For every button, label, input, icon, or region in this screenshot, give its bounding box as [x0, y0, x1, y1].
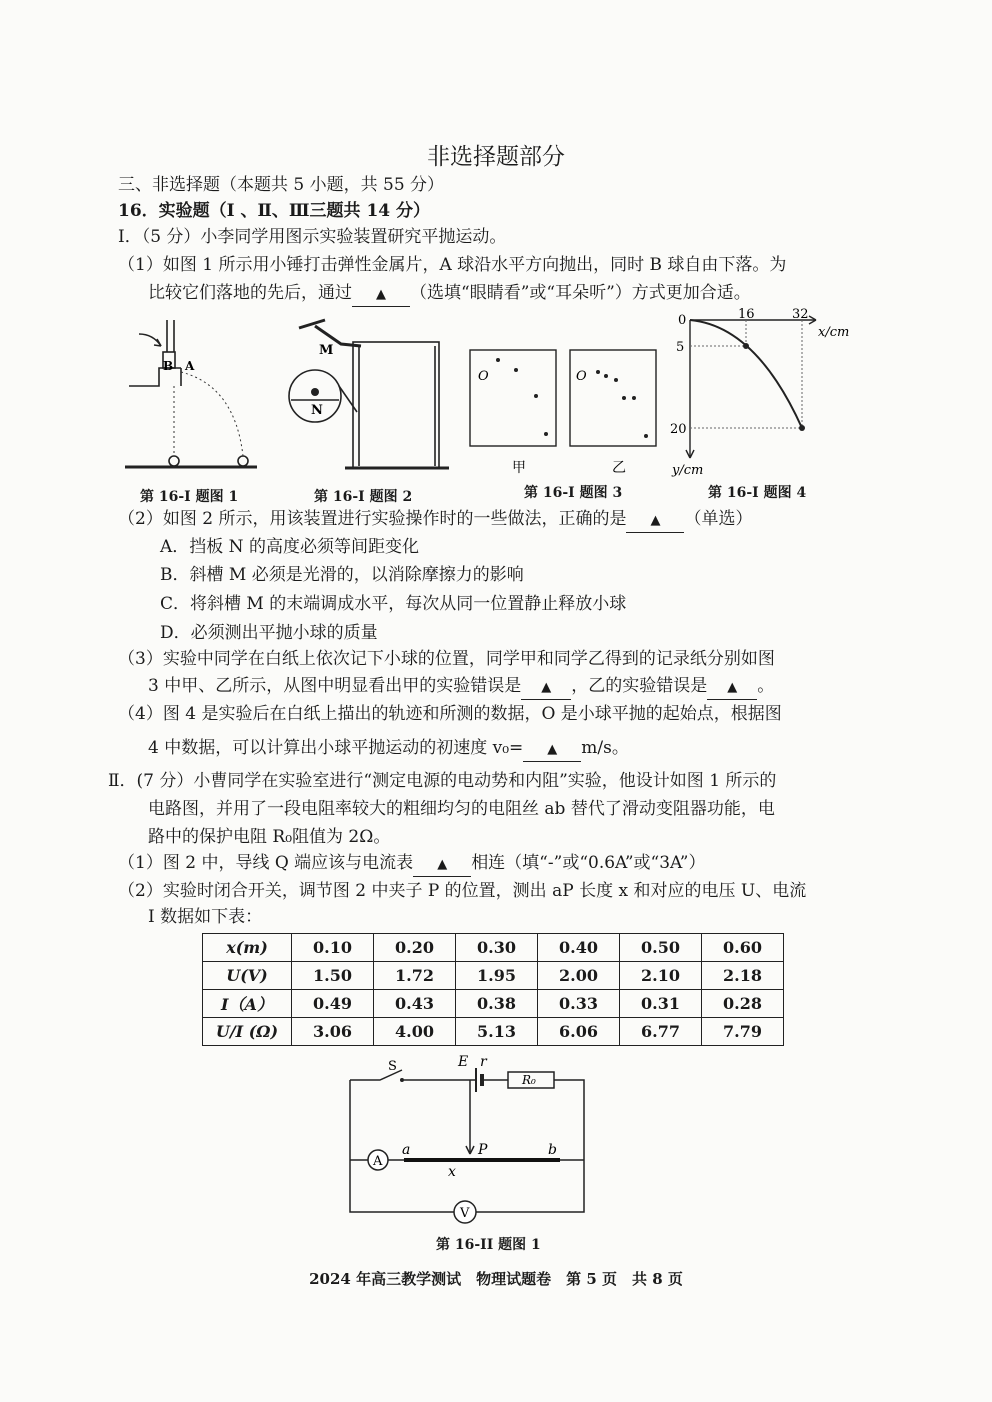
table-cell: 1.95 — [456, 962, 538, 990]
q16-heading: 16．实验题（Ⅰ 、Ⅱ、Ⅲ三题共 14 分） — [118, 201, 431, 221]
table-row — [203, 934, 784, 962]
fig2-label-n: N — [311, 403, 323, 418]
partI-q2: （2）如图 2 所示，用该装置进行实验操作时的一些做法，正确的是 ▲ （单选） — [118, 508, 752, 533]
table-cell: 0.50 — [620, 934, 702, 962]
ammeter-label: A — [373, 1154, 383, 1169]
partII-q2-line2: I 数据如下表： — [148, 907, 263, 927]
circuit-caption: 第 16-II 题图 1 — [436, 1237, 541, 1253]
fig2-caption: 第 16-I 题图 2 — [314, 489, 413, 505]
table-cell: 0.31 — [620, 990, 702, 1018]
option-d: D．必须测出平抛小球的质量 — [160, 623, 378, 643]
answer-blank-II-q1[interactable]: ▲ — [413, 852, 471, 877]
table-row — [203, 990, 784, 1018]
partII-q2-line1: （2）实验时闭合开关，调节图 2 中夹子 P 的位置，测出 aP 长度 x 和对应的电压 U、电流 — [118, 881, 807, 901]
partII-intro-line3: 路中的保护电阻 R₀阻值为 2Ω。 — [148, 827, 391, 847]
option-c: C．将斜槽 M 的末端调成水平，每次从同一位置静止释放小球 — [160, 594, 627, 614]
circuit-diagram — [340, 1052, 590, 1232]
table-cell: 1.72 — [374, 962, 456, 990]
answer-blank-q1[interactable]: ▲ — [352, 282, 410, 307]
figure-16-I-3 — [466, 346, 666, 478]
table-cell: 2.18 — [702, 962, 784, 990]
table-cell: 4.00 — [374, 1018, 456, 1046]
part3-heading: 三、非选择题（本题共 5 小题，共 55 分） — [118, 175, 445, 195]
partII-intro-line1: Ⅱ．(7 分）小曹同学在实验室进行“测定电源的电动势和内阻”实验，他设计如图 1 所示的 — [108, 771, 777, 791]
fig3-origin-yi: O — [576, 369, 587, 384]
answer-blank-q2[interactable]: ▲ — [626, 508, 684, 533]
fig3-origin-jia: O — [478, 369, 489, 384]
partI-q3-line2: 3 中甲、乙所示，从图中明显看出甲的实验错误是 ▲ ，乙的实验错误是 ▲ 。 — [148, 675, 774, 700]
fig4-x-tick-16: 16 — [738, 308, 755, 322]
table-cell: 0.49 — [292, 990, 374, 1018]
point-p-label: P — [478, 1142, 488, 1158]
partI-q4-line2: 4 中数据，可以计算出小球平抛运动的初速度 v₀= ▲ m/s。 — [148, 737, 629, 762]
answer-blank-q3-yi[interactable]: ▲ — [707, 675, 757, 700]
fig4-caption: 第 16-I 题图 4 — [708, 485, 807, 501]
table-cell: 0.38 — [456, 990, 538, 1018]
partI-intro: Ⅰ．（5 分）小李同学用图示实验装置研究平抛运动。 — [118, 227, 507, 247]
partII-q1: （1）图 2 中，导线 Q 端应该与电流表 ▲ 相连（填“-”或“0.6A”或“3A”） — [118, 852, 706, 877]
table-cell: x(m) — [203, 934, 292, 962]
table-row — [203, 962, 784, 990]
fig2-label-m: M — [319, 343, 334, 358]
table-cell: U/I (Ω) — [203, 1018, 292, 1046]
figure-16-I-2 — [285, 316, 460, 484]
table-cell: I（A） — [203, 990, 292, 1018]
fig3-label-yi: 乙 — [612, 460, 626, 476]
fig1-label-a: A — [185, 359, 195, 373]
partI-q3-line1: （3）实验中同学在白纸上依次记下小球的位置，同学甲和同学乙得到的记录纸分别如图 — [118, 649, 775, 669]
fig4-x-label: x/cm — [818, 325, 850, 340]
table-row — [203, 1018, 784, 1046]
table-cell: 5.13 — [456, 1018, 538, 1046]
record-sheet-yi — [570, 350, 656, 446]
page-footer: 2024 年高三教学测试 物理试题卷 第 5 页 共 8 页 — [309, 1270, 683, 1288]
partII-intro-line2: 电路图，并用了一段电阻率较大的粗细均匀的电阻丝 ab 替代了滑动变阻器功能，电 — [148, 799, 775, 819]
table-cell: 6.77 — [620, 1018, 702, 1046]
option-b: B．斜槽 M 必须是光滑的，以消除摩擦力的影响 — [160, 565, 524, 585]
table-cell: 0.10 — [292, 934, 374, 962]
partI-q4-line1: （4）图 4 是实验后在白纸上描出的轨迹和所测的数据，O 是小球平抛的起始点，根据图 — [118, 704, 782, 724]
table-cell: 1.50 — [292, 962, 374, 990]
table-cell: 0.20 — [374, 934, 456, 962]
point-b-label: b — [548, 1142, 557, 1158]
table-cell: 0.40 — [538, 934, 620, 962]
table-cell: U(V) — [203, 962, 292, 990]
fig3-label-jia: 甲 — [512, 460, 526, 476]
answer-blank-q3-jia[interactable]: ▲ — [521, 675, 571, 700]
fig4-x-tick-32: 32 — [792, 308, 809, 322]
table-cell: 0.30 — [456, 934, 538, 962]
r0-label: R₀ — [522, 1073, 536, 1087]
table-cell: 7.79 — [702, 1018, 784, 1046]
table-cell: 0.28 — [702, 990, 784, 1018]
q1-text-b: （选填“眼睛看”或“耳朵听”）方式更加合适。 — [410, 283, 751, 303]
emf-label: E — [458, 1054, 469, 1070]
internal-r-label: r — [480, 1054, 487, 1070]
measurement-table — [202, 933, 784, 1046]
table-cell: 0.33 — [538, 990, 620, 1018]
fig1-label-b: B — [163, 359, 174, 373]
fig4-y-tick-5: 5 — [676, 340, 685, 355]
length-x-label: x — [448, 1164, 456, 1180]
fig3-caption: 第 16-I 题图 3 — [524, 485, 623, 501]
fig4-y-label: y/cm — [672, 463, 704, 478]
fig1-caption: 第 16-I 题图 1 — [140, 489, 239, 505]
answer-blank-q4[interactable]: ▲ — [523, 737, 581, 762]
table-cell: 3.06 — [292, 1018, 374, 1046]
section-title: 非选择题部分 — [427, 144, 565, 170]
figure-16-I-1 — [125, 316, 265, 484]
table-cell: 6.06 — [538, 1018, 620, 1046]
record-sheet-jia — [470, 350, 556, 446]
fig4-y-tick-20: 20 — [670, 422, 687, 437]
table-cell: 0.43 — [374, 990, 456, 1018]
table-cell: 2.10 — [620, 962, 702, 990]
table-cell: 0.60 — [702, 934, 784, 962]
point-a-label: a — [402, 1142, 411, 1158]
voltmeter-label: V — [460, 1206, 470, 1221]
figure-16-I-4 — [666, 308, 866, 480]
switch-label: S — [388, 1059, 397, 1074]
partI-q1-line1: （1）如图 1 所示用小锤打击弹性金属片，A 球沿水平方向抛出，同时 B 球自由下落。为 — [118, 255, 787, 275]
partI-q1-line2 — [148, 282, 751, 307]
option-a: A．挡板 N 的高度必须等间距变化 — [160, 537, 419, 557]
table-cell: 2.00 — [538, 962, 620, 990]
q1-text-a: 比较它们落地的先后，通过 — [148, 283, 352, 303]
fig4-origin: 0 — [678, 313, 687, 328]
